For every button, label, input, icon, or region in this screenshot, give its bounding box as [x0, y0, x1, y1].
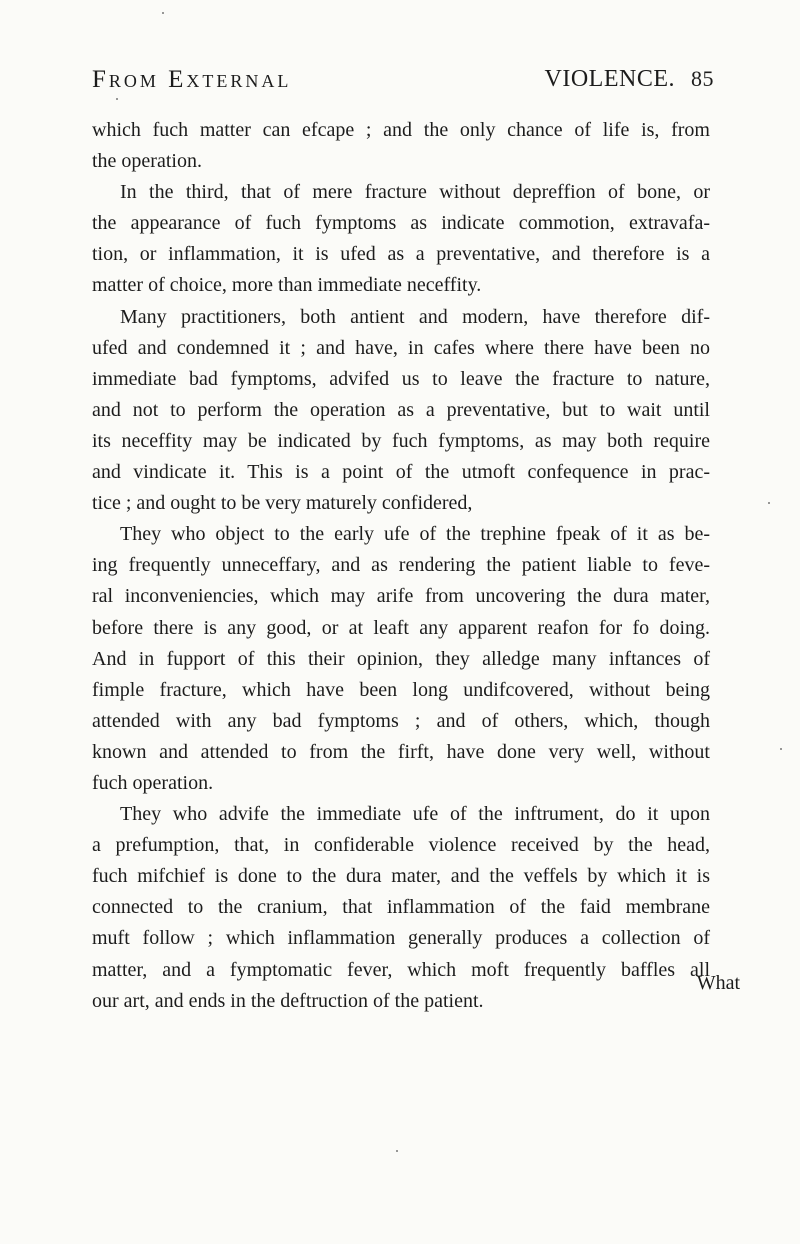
text-line: ufed and condemned it ; and have, in cafes where there have been no: [92, 336, 710, 359]
text-line: immediate bad fymptoms, advifed us to leave the fracture to nature,: [92, 367, 710, 390]
text-line: tice ; and ought to be very maturely confidered,: [92, 492, 473, 515]
body-text: [92, 115, 710, 1017]
text-line: before there is any good, or at leaft any apparent reafon for fo doing.: [92, 616, 710, 639]
text-line: matter of choice, more than immediate neceffity.: [92, 274, 482, 297]
text-line: matter, and a fymptomatic fever, which moft frequently baffles all: [92, 958, 710, 981]
text-line: connected to the cranium, that inflammation of the faid membrane: [92, 896, 710, 919]
text-line: They who object to the early ufe of the trephine fpeak of it as be-: [120, 523, 710, 546]
running-head-title: VIOLENCE.: [544, 66, 675, 92]
text-line: the appearance of fuch fymptoms as indicate commotion, extravafa-: [92, 212, 710, 235]
text-line: They who advife the immediate ufe of the inftrument, do it upon: [120, 803, 710, 826]
text-line: Many practitioners, both antient and modern, have therefore dif-: [120, 305, 710, 328]
paper-speck: [162, 12, 164, 14]
text-line: our art, and ends in the deftruction of the patient.: [92, 989, 484, 1012]
text-line: fimple fracture, which have been long undifcovered, without being: [92, 678, 710, 701]
text-line: ral inconveniencies, which may arife from uncovering the dura mater,: [92, 585, 710, 608]
paper-speck: [396, 1150, 398, 1152]
text-line: its neceffity may be indicated by fuch fymptoms, as may both require: [92, 429, 710, 452]
text-line: And in fupport of this their opinion, they alledge many inftances of: [92, 647, 710, 670]
text-line: In the third, that of mere fracture without depreffion of bone, or: [120, 181, 710, 204]
text-line: a prefumption, that, in confiderable violence received by the head,: [92, 834, 710, 857]
text-line: and not to perform the operation as a preventative, but to wait until: [92, 398, 710, 421]
text-line: known and attended to from the firft, have done very well, without: [92, 740, 710, 763]
running-head-right: [545, 66, 714, 93]
text-line: which fuch matter can efcape ; and the only chance of life is, from: [92, 119, 710, 141]
catchword: What: [696, 972, 740, 994]
paper-speck: [780, 748, 782, 750]
text-line: fuch operation.: [92, 771, 214, 794]
running-head-left: From External: [92, 66, 292, 93]
page-number: 85: [691, 66, 714, 91]
text-line: the operation.: [92, 150, 202, 173]
paper-speck: [768, 502, 770, 504]
text-line: tion, or inflammation, it is ufed as a preventative, and therefore is a: [92, 243, 710, 266]
text-line: muft follow ; which inflammation generally produces a collection of: [92, 927, 710, 950]
text-line: ing frequently unneceffary, and as rendering the patient liable to feve-: [92, 554, 710, 577]
paper-speck: [116, 98, 118, 100]
running-head: [92, 62, 712, 102]
text-line: fuch mifchief is done to the dura mater, and the veffels by which it is: [92, 865, 710, 888]
text-line: and vindicate it. This is a point of the utmoft confequence in prac-: [92, 461, 710, 484]
text-line: attended with any bad fymptoms ; and of others, which, though: [92, 709, 710, 732]
